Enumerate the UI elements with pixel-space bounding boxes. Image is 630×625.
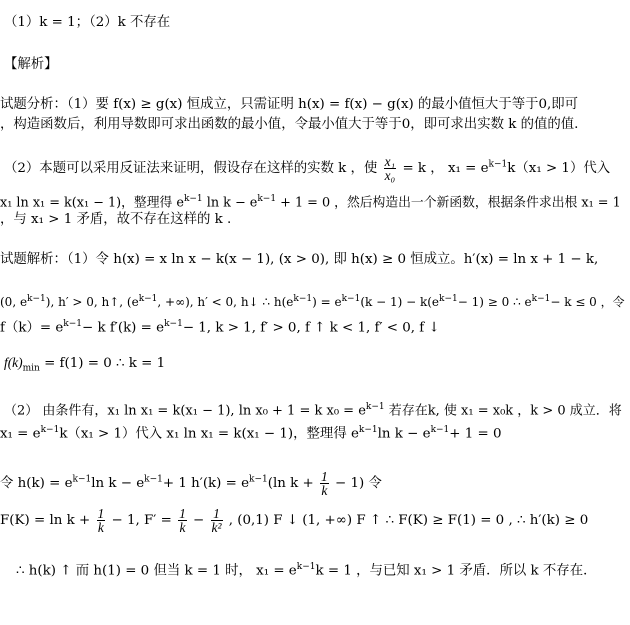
denominator: k [321,483,328,498]
text: ) = e [312,295,342,309]
superscript: k−1 [40,425,60,435]
superscript: k−1 [341,294,361,304]
text: + 1 h′(k) = e [162,476,250,491]
text: + 1 = 0 ，然后构造出一个新函数，根据条件求出根 x₁ = 1 [280,195,621,211]
fraction [211,507,223,534]
solution-line-3 [0,315,440,337]
solution-line-8 [0,507,588,534]
denominator: k [179,520,186,535]
superscript: k−1 [430,425,450,435]
analysis-paragraph-4 [0,190,621,212]
text: − 1, F′ = [111,513,172,528]
numerator: 1 [321,469,328,484]
denominator: k² [211,520,222,535]
text: x₁ = e [0,426,41,442]
fraction [384,155,397,182]
analysis-paragraph-2: ，构造函数后，利用导数即可求出函数的最小值，令最小值大于等于0，即可求出实数 k 的值的值. [0,117,579,132]
text: （2） 由条件有，x₁ ln x₁ = k(x₁ − 1), ln x₀ + 1 = k x₀ = e [4,403,366,419]
subscript: min [22,363,40,374]
text: (ln k + [267,476,314,491]
denominator: x₀ [384,168,396,183]
text: , (0,1) F ↓ (1, +∞) F ↑ ∴ F(K) ≥ F(1) = 0 , ∴ h′(k) ≥ 0 [228,513,589,528]
superscript: k−1 [164,319,183,329]
fraction [320,470,329,497]
text: ln k − e [91,476,145,491]
fraction [97,507,106,534]
text: （2）本题可以采用反证法来证明，假设存在这样的实数 k ，使 [4,161,378,176]
text: 令 h(k) = e [0,476,73,491]
analysis-heading: 【解析】 [4,57,58,72]
text: F(K) = ln k + [0,513,91,528]
numerator: 1 [211,507,223,521]
text: k = 1 ，与已知 x₁ > 1 矛盾．所以 k 不存在． [315,563,597,579]
analysis-paragraph-1: 试题分析：（1）要 f(x) ≥ g(x) 恒成立，只需证明 h(x) = f(x) − g(x) 的最小值恒大于等于0,即可 [0,97,579,112]
text: ∴ h(k) ↑ 而 h(1) = 0 但当 k = 1 时， x₁ = e [16,563,297,579]
solution-line-6 [0,421,502,443]
text: k（x₁ > 1）代入 x₁ ln x₁ = k(x₁ − 1)，整理得 e [59,426,359,442]
solution-line-7 [0,470,382,497]
superscript: k−1 [358,425,378,435]
text: − [193,513,205,528]
fraction [178,507,187,534]
text: + 1 = 0 [449,426,502,442]
text: − 1) 令 [335,476,382,491]
text: − k f′(k) = e [82,320,165,336]
superscript: k−1 [249,474,268,485]
superscript: k−1 [144,474,163,485]
superscript: k−1 [63,319,82,329]
text: ln k − e [206,195,258,211]
superscript: k−1 [257,194,277,204]
analysis-paragraph-3 [4,155,610,182]
text: (k − 1) − k(e [360,295,440,309]
text: (0, e [0,295,28,309]
text: − 1) ≥ 0 ∴ e [457,295,532,309]
superscript: k−1 [365,402,385,412]
text: , +∞), h′ < 0, h↓ ∴ h(e [157,295,294,309]
answer-line: （1）k = 1；（2）k 不存在 [4,15,171,30]
text: ln k − e [377,426,431,442]
superscript: k−1 [138,294,158,304]
text: k（x₁ > 1）代入 [507,161,611,176]
numerator: 1 [179,506,186,521]
superscript: k−1 [296,562,316,572]
denominator: k [97,520,104,535]
superscript: k−1 [27,294,46,304]
text: f(k) [4,355,23,370]
solution-line-5 [4,398,622,420]
superscript: k−1 [293,294,313,304]
analysis-paragraph-5: ，与 x₁ > 1 矛盾，故不存在这样的 k . [0,212,232,227]
solution-line-4 [4,354,165,378]
text: − k ≤ 0 ，令 [550,295,625,309]
text: = k ， x₁ = e [402,161,489,176]
superscript: k−1 [531,294,551,304]
text: f（k）= e [0,320,64,336]
superscript: k−1 [183,194,203,204]
numerator: x₁ [384,154,396,169]
superscript: k−1 [488,159,508,170]
text: 若存在k, 使 x₁ = x₀k ，k > 0 成立．将 [388,403,622,419]
numerator: 1 [97,506,105,521]
text: = f(1) = 0 ∴ k = 1 [44,356,166,371]
text: − 1, k > 1, f′ > 0, f ↑ k < 1, f′ < 0, f ↓ [182,320,440,336]
superscript: k−1 [439,294,458,304]
superscript: k−1 [72,474,92,485]
text: ), h′ > 0, h↑, (e [45,295,139,309]
solution-line-9 [16,558,596,580]
solution-line-2 [0,290,625,311]
solution-line-1: 试题解析：（1）令 h(x) = x ln x − k(x − 1), (x > 0), 即 h(x) ≥ 0 恒成立。h′(x) = ln x + 1 − k, [0,252,599,267]
text: x₁ ln x₁ = k(x₁ − 1)，整理得 e [0,195,184,211]
